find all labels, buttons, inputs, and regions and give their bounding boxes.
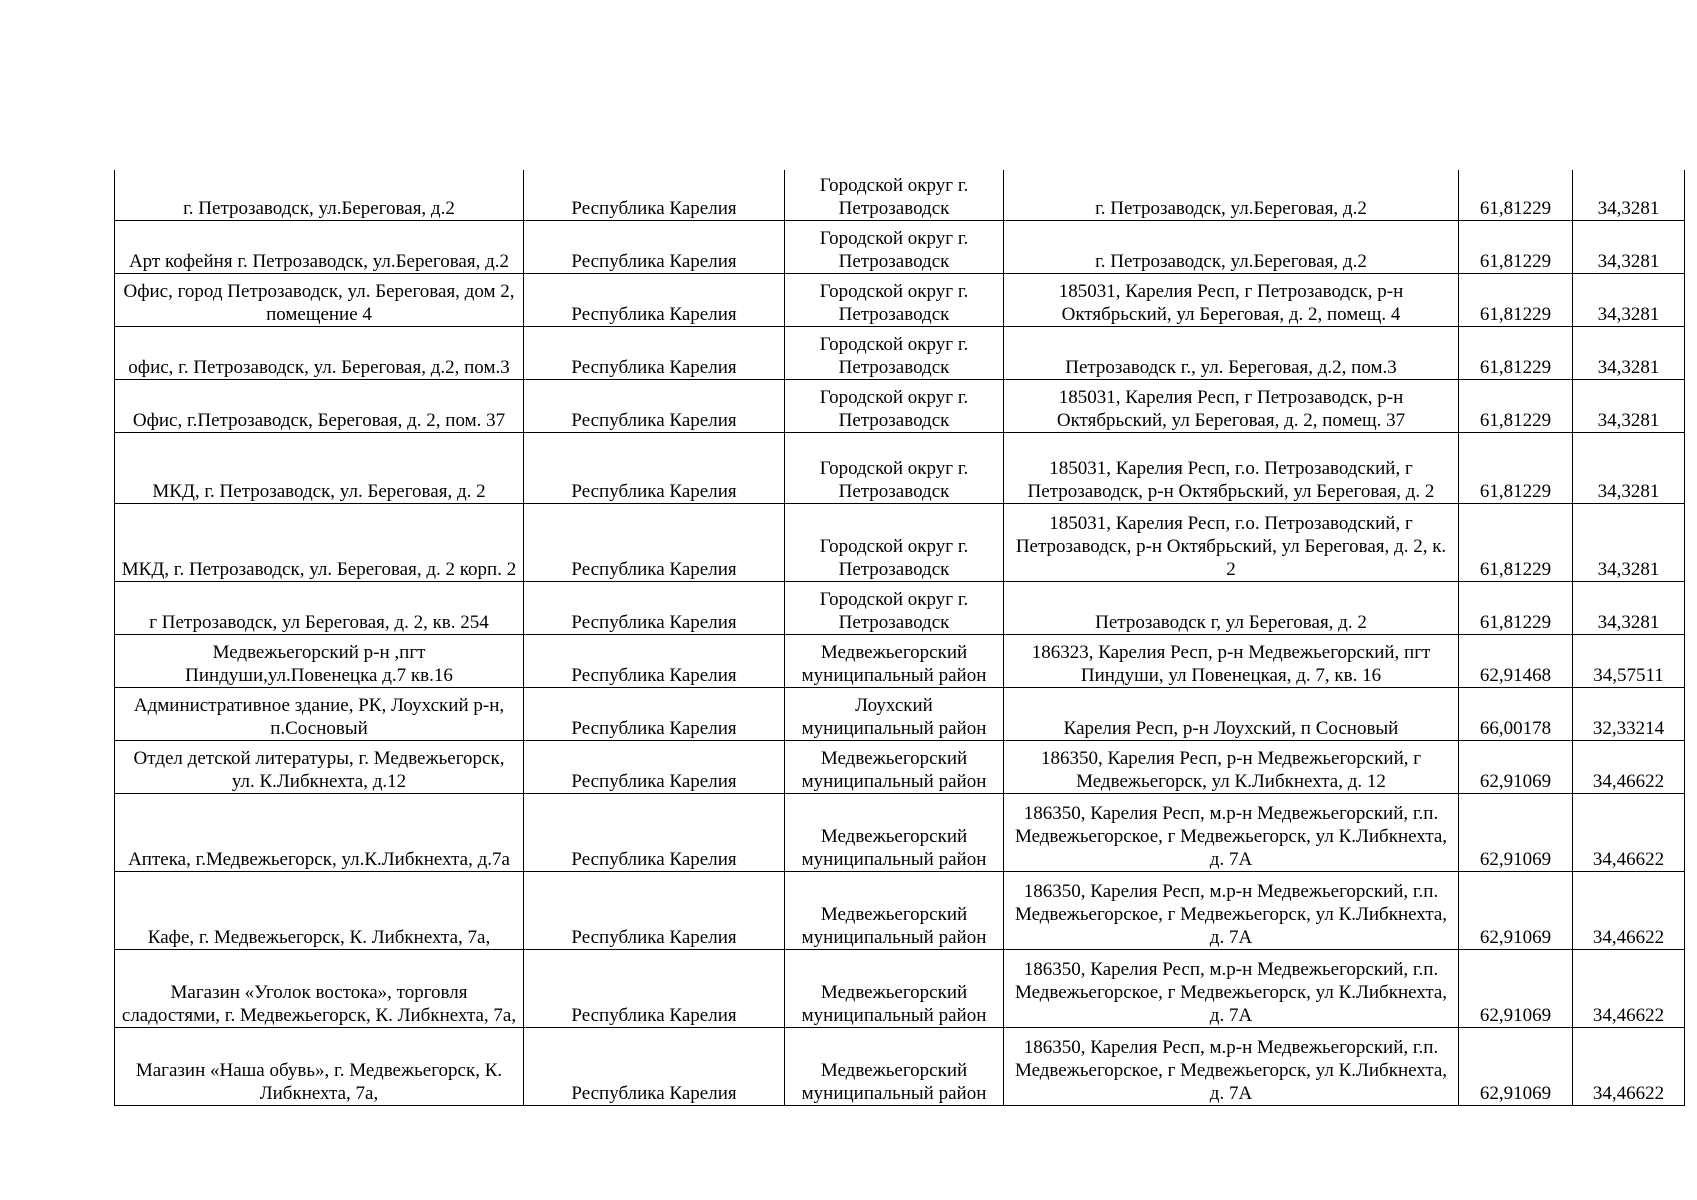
district-cell: Лоухский муниципальный район	[785, 687, 1004, 740]
district-cell: Медвежьегорский муниципальный район	[785, 1027, 1004, 1105]
longitude-cell: 34,46622	[1573, 793, 1685, 871]
table-row	[115, 581, 1685, 634]
longitude-cell: 34,3281	[1573, 379, 1685, 432]
region-cell: Республика Карелия	[524, 1027, 785, 1105]
district-cell: Медвежьегорский муниципальный район	[785, 740, 1004, 793]
latitude-cell: 62,91069	[1459, 1027, 1573, 1105]
longitude-cell: 34,3281	[1573, 220, 1685, 273]
district-cell: Медвежьегорский муниципальный район	[785, 793, 1004, 871]
address-cell: 186350, Карелия Респ, м.р-н Медвежьегорский, г.п. Медвежьегорское, г Медвежьегорск, ул К.Либкнехта, д. 7А	[1004, 1027, 1459, 1105]
latitude-cell: 62,91069	[1459, 949, 1573, 1027]
region-cell: Республика Карелия	[524, 170, 785, 220]
address-cell: Петрозаводск г., ул. Береговая, д.2, пом.3	[1004, 326, 1459, 379]
object-name-cell: Магазин «Уголок востока», торговля сладостями, г. Медвежьегорск, К. Либкнехта, 7а,	[115, 949, 524, 1027]
latitude-cell: 61,81229	[1459, 273, 1573, 326]
latitude-cell: 61,81229	[1459, 503, 1573, 581]
region-cell: Республика Карелия	[524, 687, 785, 740]
table-row	[115, 170, 1685, 220]
object-name-cell: Отдел детской литературы, г. Медвежьегорск, ул. К.Либкнехта, д.12	[115, 740, 524, 793]
longitude-cell: 34,3281	[1573, 170, 1685, 220]
district-cell: Городской округ г. Петрозаводск	[785, 432, 1004, 503]
address-cell: 185031, Карелия Респ, г.о. Петрозаводский, г Петрозаводск, р-н Октябрьский, ул Береговая, д. 2, к. 2	[1004, 503, 1459, 581]
table-row	[115, 793, 1685, 871]
object-name-cell: МКД, г. Петрозаводск, ул. Береговая, д. 2 корп. 2	[115, 503, 524, 581]
table-row	[115, 634, 1685, 687]
latitude-cell: 61,81229	[1459, 379, 1573, 432]
region-cell: Республика Карелия	[524, 432, 785, 503]
address-cell: 186323, Карелия Респ, р-н Медвежьегорский, пгт Пиндуши, ул Повенецкая, д. 7, кв. 16	[1004, 634, 1459, 687]
region-cell: Республика Карелия	[524, 740, 785, 793]
latitude-cell: 61,81229	[1459, 581, 1573, 634]
region-cell: Республика Карелия	[524, 220, 785, 273]
longitude-cell: 34,46622	[1573, 1027, 1685, 1105]
district-cell: Городской округ г. Петрозаводск	[785, 581, 1004, 634]
district-cell: Городской округ г. Петрозаводск	[785, 503, 1004, 581]
address-cell: 186350, Карелия Респ, р-н Медвежьегорский, г Медвежьегорск, ул К.Либкнехта, д. 12	[1004, 740, 1459, 793]
district-cell: Городской округ г. Петрозаводск	[785, 220, 1004, 273]
latitude-cell: 62,91069	[1459, 740, 1573, 793]
table-row	[115, 740, 1685, 793]
table-row	[115, 503, 1685, 581]
object-name-cell: г Петрозаводск, ул Береговая, д. 2, кв. 254	[115, 581, 524, 634]
longitude-cell: 34,46622	[1573, 871, 1685, 949]
table-row	[115, 326, 1685, 379]
address-table-body	[115, 170, 1685, 1105]
region-cell: Республика Карелия	[524, 503, 785, 581]
address-cell: 185031, Карелия Респ, г Петрозаводск, р-н Октябрьский, ул Береговая, д. 2, помещ. 4	[1004, 273, 1459, 326]
address-cell: 186350, Карелия Респ, м.р-н Медвежьегорский, г.п. Медвежьегорское, г Медвежьегорск, ул К.Либкнехта, д. 7А	[1004, 949, 1459, 1027]
object-name-cell: Магазин «Наша обувь», г. Медвежьегорск, К. Либкнехта, 7а,	[115, 1027, 524, 1105]
region-cell: Республика Карелия	[524, 326, 785, 379]
table-row	[115, 273, 1685, 326]
district-cell: Медвежьегорский муниципальный район	[785, 871, 1004, 949]
table-row	[115, 432, 1685, 503]
object-name-cell: Кафе, г. Медвежьегорск, К. Либкнехта, 7а,	[115, 871, 524, 949]
region-cell: Республика Карелия	[524, 273, 785, 326]
latitude-cell: 61,81229	[1459, 326, 1573, 379]
longitude-cell: 34,3281	[1573, 581, 1685, 634]
table-row	[115, 871, 1685, 949]
region-cell: Республика Карелия	[524, 634, 785, 687]
table-row	[115, 220, 1685, 273]
region-cell: Республика Карелия	[524, 581, 785, 634]
object-name-cell: Офис, г.Петрозаводск, Береговая, д. 2, пом. 37	[115, 379, 524, 432]
address-cell: 186350, Карелия Респ, м.р-н Медвежьегорский, г.п. Медвежьегорское, г Медвежьегорск, ул К.Либкнехта, д. 7А	[1004, 871, 1459, 949]
district-cell: Городской округ г. Петрозаводск	[785, 326, 1004, 379]
object-name-cell: Арт кофейня г. Петрозаводск, ул.Береговая, д.2	[115, 220, 524, 273]
district-cell: Городской округ г. Петрозаводск	[785, 379, 1004, 432]
longitude-cell: 34,3281	[1573, 326, 1685, 379]
latitude-cell: 62,91069	[1459, 871, 1573, 949]
district-cell: Медвежьегорский муниципальный район	[785, 949, 1004, 1027]
longitude-cell: 34,57511	[1573, 634, 1685, 687]
region-cell: Республика Карелия	[524, 871, 785, 949]
table-row	[115, 379, 1685, 432]
region-cell: Республика Карелия	[524, 379, 785, 432]
longitude-cell: 34,3281	[1573, 503, 1685, 581]
address-cell: 186350, Карелия Респ, м.р-н Медвежьегорский, г.п. Медвежьегорское, г Медвежьегорск, ул К.Либкнехта, д. 7А	[1004, 793, 1459, 871]
address-cell: 185031, Карелия Респ, г Петрозаводск, р-н Октябрьский, ул Береговая, д. 2, помещ. 37	[1004, 379, 1459, 432]
table-row	[115, 687, 1685, 740]
district-cell: Медвежьегорский муниципальный район	[785, 634, 1004, 687]
district-cell: Городской округ г. Петрозаводск	[785, 170, 1004, 220]
longitude-cell: 32,33214	[1573, 687, 1685, 740]
address-cell: г. Петрозаводск, ул.Береговая, д.2	[1004, 220, 1459, 273]
table-row	[115, 1027, 1685, 1105]
object-name-cell: МКД, г. Петрозаводск, ул. Береговая, д. 2	[115, 432, 524, 503]
object-name-cell: Административное здание, РК, Лоухский р-н, п.Сосновый	[115, 687, 524, 740]
address-cell: г. Петрозаводск, ул.Береговая, д.2	[1004, 170, 1459, 220]
latitude-cell: 61,81229	[1459, 432, 1573, 503]
latitude-cell: 61,81229	[1459, 170, 1573, 220]
longitude-cell: 34,46622	[1573, 949, 1685, 1027]
longitude-cell: 34,3281	[1573, 432, 1685, 503]
object-name-cell: Офис, город Петрозаводск, ул. Береговая, дом 2, помещение 4	[115, 273, 524, 326]
address-cell: Петрозаводск г, ул Береговая, д. 2	[1004, 581, 1459, 634]
object-name-cell: г. Петрозаводск, ул.Береговая, д.2	[115, 170, 524, 220]
longitude-cell: 34,46622	[1573, 740, 1685, 793]
address-cell: 185031, Карелия Респ, г.о. Петрозаводский, г Петрозаводск, р-н Октябрьский, ул Береговая, д. 2	[1004, 432, 1459, 503]
address-cell: Карелия Респ, р-н Лоухский, п Сосновый	[1004, 687, 1459, 740]
latitude-cell: 62,91069	[1459, 793, 1573, 871]
object-name-cell: офис, г. Петрозаводск, ул. Береговая, д.2, пом.3	[115, 326, 524, 379]
address-table	[114, 170, 1685, 1106]
longitude-cell: 34,3281	[1573, 273, 1685, 326]
latitude-cell: 66,00178	[1459, 687, 1573, 740]
latitude-cell: 62,91468	[1459, 634, 1573, 687]
district-cell: Городской округ г. Петрозаводск	[785, 273, 1004, 326]
latitude-cell: 61,81229	[1459, 220, 1573, 273]
region-cell: Республика Карелия	[524, 793, 785, 871]
object-name-cell: Аптека, г.Медвежьегорск, ул.К.Либкнехта, д.7а	[115, 793, 524, 871]
region-cell: Республика Карелия	[524, 949, 785, 1027]
table-row	[115, 949, 1685, 1027]
object-name-cell: Медвежьегорский р-н ,пгт Пиндуши,ул.Повенецка д.7 кв.16	[115, 634, 524, 687]
